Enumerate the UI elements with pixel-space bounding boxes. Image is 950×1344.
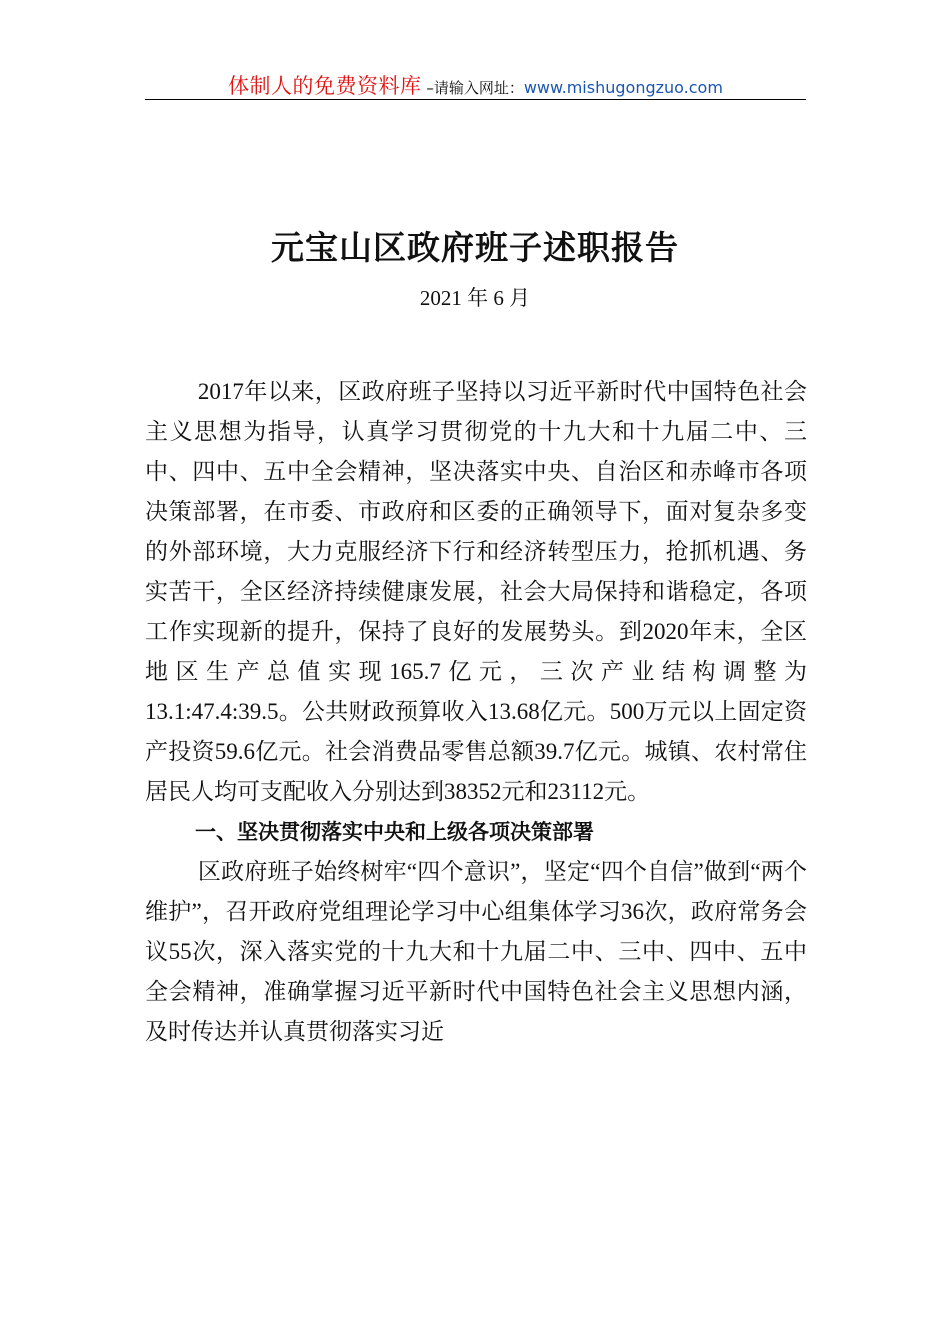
section-heading: 一、坚决贯彻落实中央和上级各项决策部署 bbox=[195, 820, 594, 844]
header-divider bbox=[145, 99, 806, 100]
document-body bbox=[145, 372, 807, 1052]
header-prompt: –请输入网址： bbox=[421, 79, 524, 97]
document-title: 元宝山区政府班子述职报告 bbox=[271, 228, 679, 267]
header-brand: 体制人的免费资料库 bbox=[228, 74, 422, 98]
intro-paragraph: 2017年以来，区政府班子坚持以习近平新时代中国特色社会主义思想为指导，认真学习贯彻党的十九大和十九届二中、三中、四中、五中全会精神，坚决落实中央、自治区和赤峰市各项决策部署，在市委、市政府和区委的正确领导下，面对复杂多变的外部环境，大力克服经济下行和经济转型压力，抢抓机遇、务实苦干，全区经济持续健康发展，社会大局保持和谐稳定，各项工作实现新的提升，保持了良好的发展势头。到2020年末，全区地区生产总值实现165.7亿元，三次产业结构调整为13.1:47.4:39.5。公共财政预算收入13.68亿元。500万元以上固定资产投资59.6亿元。社会消费品零售总额39.7亿元。城镇、农村常住居民人均可支配收入分别达到38352元和23112元。 bbox=[145, 379, 807, 804]
page-header bbox=[145, 70, 806, 100]
header-url-link[interactable]: www.mishugongzuo.com bbox=[523, 78, 723, 97]
document-date: 2021 年 6 月 bbox=[419, 286, 531, 310]
section-paragraph: 区政府班子始终树牢“四个意识”，坚定“四个自信”做到“两个维护”，召开政府党组理论学习中心组集体学习36次，政府常务会议55次，深入落实党的十九大和十九届二中、三中、四中、五中全会精神，准确掌握习近平新时代中国特色社会主义思想内涵，及时传达并认真贯彻落实习近 bbox=[145, 859, 807, 1044]
